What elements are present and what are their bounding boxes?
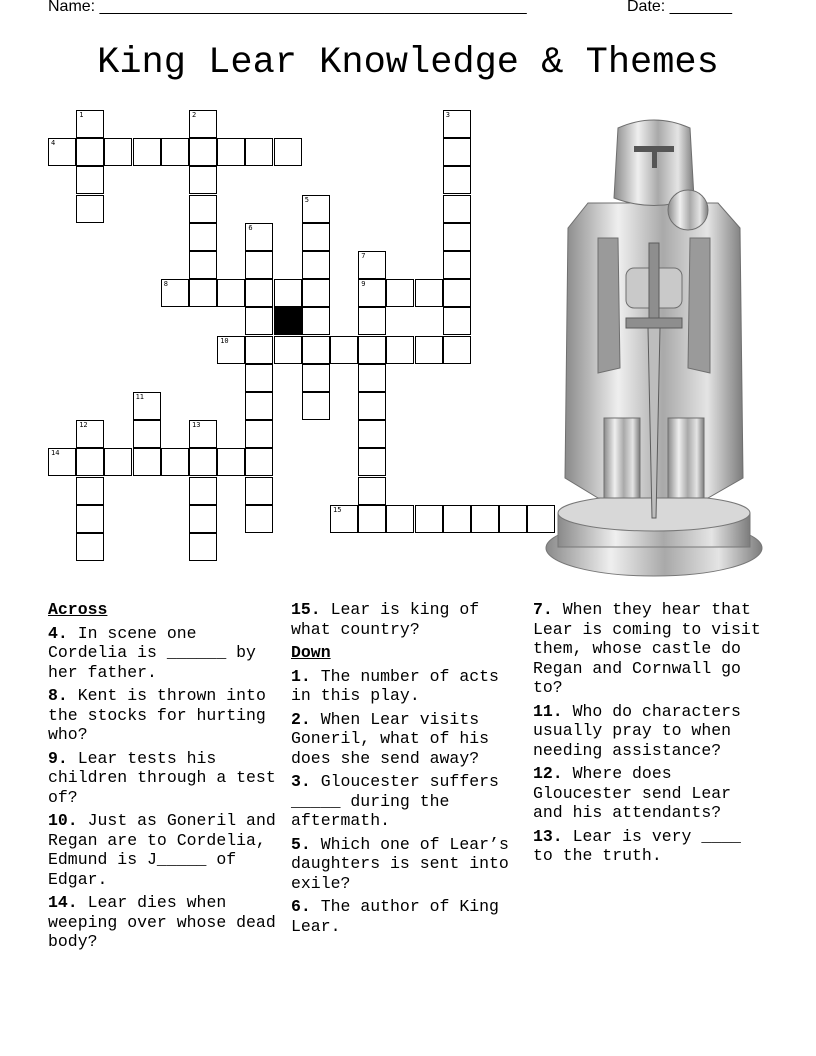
answer-cell[interactable] (245, 364, 273, 392)
answer-cell[interactable] (302, 279, 330, 307)
answer-cell[interactable] (189, 138, 217, 166)
clue-number-label: 14. (48, 893, 78, 912)
clue-number-label: 7. (533, 600, 553, 619)
answer-cell[interactable] (104, 448, 132, 476)
answer-cell[interactable] (189, 420, 217, 448)
clue (291, 710, 527, 769)
clue-text: Kent is thrown into the stocks for hurting who? (48, 686, 266, 744)
clue (533, 600, 769, 698)
clue-text: In scene one Cordelia is ______ by her father. (48, 623, 256, 682)
clue-number-label: 1. (291, 666, 311, 686)
answer-cell[interactable] (245, 279, 273, 307)
clue-column-2 (291, 600, 527, 940)
answer-cell[interactable] (76, 110, 104, 138)
clue-column-3 (533, 600, 769, 870)
clue (48, 811, 284, 889)
answer-cell[interactable] (217, 138, 245, 166)
answer-cell[interactable] (386, 336, 414, 364)
answer-cell[interactable] (302, 307, 330, 335)
answer-cell[interactable] (189, 279, 217, 307)
answer-cell[interactable] (76, 166, 104, 194)
answer-cell[interactable] (189, 223, 217, 251)
clue-text: When they hear that Lear is coming to visit them, whose castle do Regan and Cornwall go to? (533, 600, 761, 697)
clue-text: Lear is very ____ to the truth. (533, 826, 741, 865)
black-square (274, 307, 302, 335)
answer-cell[interactable] (443, 505, 471, 533)
clue-section-heading: Down (291, 643, 331, 662)
answer-cell[interactable] (189, 477, 217, 505)
clue-number: 6 (248, 223, 253, 232)
answer-cell[interactable] (133, 138, 161, 166)
answer-cell[interactable] (245, 420, 273, 448)
answer-cell[interactable] (245, 307, 273, 335)
answer-cell[interactable] (76, 505, 104, 533)
clue-text: Which one of Lear’s daughters is sent into exile? (291, 834, 509, 893)
clue-column-1 (48, 600, 284, 956)
answer-cell[interactable] (133, 420, 161, 448)
answer-cell[interactable] (76, 533, 104, 561)
answer-cell[interactable] (189, 110, 217, 138)
date-label: Date: _______ (627, 0, 732, 15)
answer-cell[interactable] (415, 336, 443, 364)
answer-cell[interactable] (217, 336, 245, 364)
clue (291, 667, 527, 706)
clue-number-label: 15. (291, 600, 321, 619)
clue-number-label: 2. (291, 709, 311, 729)
answer-cell[interactable] (443, 195, 471, 223)
answer-cell[interactable] (358, 420, 386, 448)
answer-cell[interactable] (189, 448, 217, 476)
answer-cell[interactable] (189, 505, 217, 533)
clue-number: 7 (361, 252, 366, 260)
answer-cell[interactable] (161, 448, 189, 476)
answer-cell[interactable] (217, 279, 245, 307)
clue-number-label: 9. (48, 748, 68, 768)
clue-number-label: 10. (48, 811, 78, 830)
answer-cell[interactable] (330, 336, 358, 364)
page-title: King Lear Knowledge & Themes (97, 42, 719, 84)
answer-cell[interactable] (302, 223, 330, 251)
answer-cell[interactable] (443, 138, 471, 166)
clue-number: 2 (192, 111, 197, 119)
answer-cell[interactable] (189, 533, 217, 561)
answer-cell[interactable] (104, 138, 132, 166)
clue-number: 11 (135, 393, 145, 401)
clue-number: 8 (163, 280, 169, 289)
answer-cell[interactable] (133, 392, 161, 420)
clue-number-label: 6. (291, 897, 311, 916)
answer-cell[interactable] (358, 505, 386, 533)
clue (48, 686, 284, 745)
clue-number-label: 4. (48, 623, 68, 643)
clue (533, 702, 769, 761)
answer-cell[interactable] (133, 448, 161, 476)
answer-cell[interactable] (443, 251, 471, 279)
answer-cell[interactable] (471, 505, 499, 533)
clue-number-label: 13. (533, 826, 563, 846)
answer-cell[interactable] (358, 364, 386, 392)
answer-cell[interactable] (48, 448, 76, 476)
clue (48, 749, 284, 808)
answer-cell[interactable] (48, 138, 76, 166)
clue (533, 827, 769, 866)
answer-cell[interactable] (76, 138, 104, 166)
answer-cell[interactable] (274, 336, 302, 364)
knight-armor-statue-icon (538, 118, 770, 582)
clue-number: 10 (220, 336, 229, 345)
clue-text: Lear tests his children through a test of? (48, 748, 276, 807)
answer-cell[interactable] (386, 505, 414, 533)
answer-cell[interactable] (245, 505, 273, 533)
answer-cell[interactable] (189, 166, 217, 194)
answer-cell[interactable] (330, 505, 358, 533)
name-label: Name: ________________________________________________ (48, 0, 527, 15)
answer-cell[interactable] (76, 420, 104, 448)
clue-number: 12 (79, 421, 88, 430)
answer-cell[interactable] (302, 336, 330, 364)
answer-cell[interactable] (274, 138, 302, 166)
answer-cell[interactable] (443, 279, 471, 307)
answer-cell[interactable] (302, 392, 330, 420)
clue-number-label: 11. (533, 701, 563, 721)
clue-text: Just as Goneril and Regan are to Cordelia, Edmund is J_____ of Edgar. (48, 811, 276, 889)
clue (48, 624, 284, 683)
clue (291, 600, 527, 639)
answer-cell[interactable] (443, 336, 471, 364)
answer-cell[interactable] (302, 251, 330, 279)
answer-cell[interactable] (358, 336, 386, 364)
answer-cell[interactable] (443, 223, 471, 251)
clue-number: 4 (51, 139, 56, 148)
answer-cell[interactable] (358, 448, 386, 476)
answer-cell[interactable] (302, 364, 330, 392)
clue-number: 5 (304, 195, 310, 204)
clue-text: The number of acts in this play. (291, 666, 499, 705)
answer-cell[interactable] (189, 195, 217, 223)
clue (291, 897, 527, 936)
answer-cell[interactable] (443, 110, 471, 138)
answer-cell[interactable] (245, 392, 273, 420)
answer-cell[interactable] (217, 448, 245, 476)
clue (533, 764, 769, 823)
answer-cell[interactable] (443, 307, 471, 335)
clue-text: Gloucester suffers _____ during the aftermath. (291, 772, 499, 830)
answer-cell[interactable] (358, 307, 386, 335)
answer-cell[interactable] (245, 448, 273, 476)
answer-cell[interactable] (245, 251, 273, 279)
clue-number: 9 (361, 280, 366, 289)
answer-cell[interactable] (76, 195, 104, 223)
clue-section-heading: Across (48, 600, 108, 619)
worksheet-header (48, 0, 748, 20)
clue-number-label: 5. (291, 834, 311, 854)
answer-cell[interactable] (358, 477, 386, 505)
clue (291, 835, 527, 894)
answer-cell[interactable] (245, 223, 273, 251)
clue-text: The author of King Lear. (291, 897, 499, 936)
clue-text: Who do characters usually pray to when needing assistance? (533, 701, 741, 760)
answer-cell[interactable] (161, 279, 189, 307)
answer-cell[interactable] (415, 505, 443, 533)
answer-cell[interactable] (302, 195, 330, 223)
answer-cell[interactable] (76, 448, 104, 476)
clue-text: When Lear visits Goneril, what of his does she send away? (291, 709, 490, 768)
answer-cell[interactable] (358, 279, 386, 307)
answer-cell[interactable] (245, 138, 273, 166)
clue-number-label: 3. (291, 772, 311, 791)
clue (291, 772, 527, 831)
clue-number-label: 8. (48, 686, 68, 705)
clue-number-label: 12. (533, 764, 563, 783)
clue (48, 893, 284, 952)
clue-text: Lear dies when weeping over whose dead body? (48, 893, 276, 951)
clue-number: 15 (333, 505, 342, 514)
answer-cell[interactable] (415, 279, 443, 307)
answer-cell[interactable] (76, 477, 104, 505)
answer-cell[interactable] (245, 336, 273, 364)
clue-number: 14 (51, 449, 60, 458)
answer-cell[interactable] (386, 279, 414, 307)
answer-cell[interactable] (245, 477, 273, 505)
clue-number: 3 (445, 111, 451, 119)
answer-cell[interactable] (274, 279, 302, 307)
answer-cell[interactable] (499, 505, 527, 533)
answer-cell[interactable] (443, 166, 471, 194)
answer-cell[interactable] (358, 392, 386, 420)
clue-text: Lear is king of what country? (291, 600, 480, 639)
answer-cell[interactable] (161, 138, 189, 166)
clue-number: 13 (192, 421, 201, 430)
clue-number: 1 (79, 111, 84, 119)
clue-text: Where does Gloucester send Lear and his attendants? (533, 764, 732, 822)
answer-cell[interactable] (189, 251, 217, 279)
answer-cell[interactable] (358, 251, 386, 279)
